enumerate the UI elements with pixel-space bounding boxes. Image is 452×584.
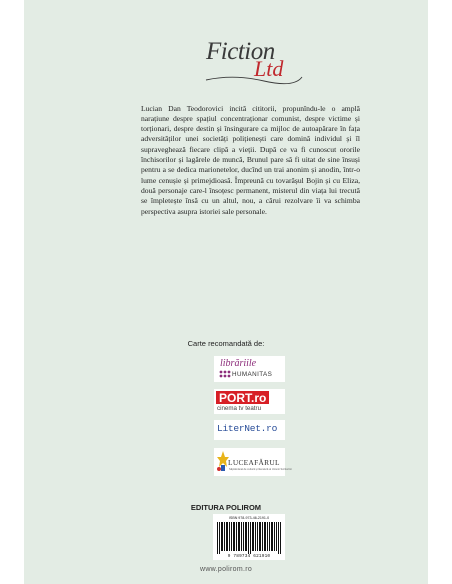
humanitas-dots-icon xyxy=(219,370,231,378)
logo-word-fiction: Fiction xyxy=(206,38,275,65)
isbn-barcode xyxy=(213,514,285,560)
barcode-bars-icon xyxy=(217,522,281,554)
partner-logo-liternet xyxy=(214,420,285,440)
barcode-digits: 9 789734 621910 xyxy=(227,554,271,559)
port-name: PORT.ro xyxy=(216,391,269,404)
luceafarul-name: LUCEAFĂRUL xyxy=(228,458,280,467)
humanitas-bottom-text: HUMANITAS xyxy=(232,371,273,378)
luceafarul-tagline: Săptămânal de cultură și literatură al Uniunii Scriitorilor xyxy=(229,468,292,471)
liternet-name: LiterNet.ro xyxy=(217,423,278,434)
book-description: Lucian Dan Teodorovici incită cititorii, propunîndu-le o amplă narațiune despre spațiul concentraționar comunist, despre victime și torționari, despre destin și însingurare ca mijloc de autoapărare în fața adversităților unei societăți polițienești care domină individul și îl supraveghează fiecare clipă a vieții. După ce va fi cunoscut ororile închisorilor și lagărele de muncă, Brunul pare să fi uitat de sine însuși pentru a se dedica marionetelor, ducînd un trai anonim și anodin, într-o lume cenușie și primejdioasă. Împreună cu tovarășul Bojin și cu Eliza, două personaje care-l însoțesc permanent, misterul din viața lui trecută se împletește însă cu un altul, nou, a cărui rezolvare îi va schimba perspectiva asupra istoriei sale personale. xyxy=(141,103,360,216)
partner-logo-humanitas xyxy=(214,356,285,382)
recommended-by-label: Carte recomandată de: xyxy=(187,339,265,348)
publisher-website: www.polirom.ro xyxy=(199,566,253,573)
port-tagline: cinema tv teatru xyxy=(217,405,262,412)
logo-word-ltd: Ltd xyxy=(254,56,284,81)
isbn-text: ISBN 978-973-46-2191-0 xyxy=(228,516,270,520)
partner-logo-port xyxy=(214,389,285,414)
logo-swoosh-icon xyxy=(204,72,304,86)
publisher-name: EDITURA POLIROM xyxy=(190,503,262,512)
back-cover xyxy=(24,0,428,584)
partner-logo-luceafarul xyxy=(214,448,292,476)
humanitas-top-text: librăriile xyxy=(220,358,257,369)
fiction-ltd-logo xyxy=(206,38,306,88)
